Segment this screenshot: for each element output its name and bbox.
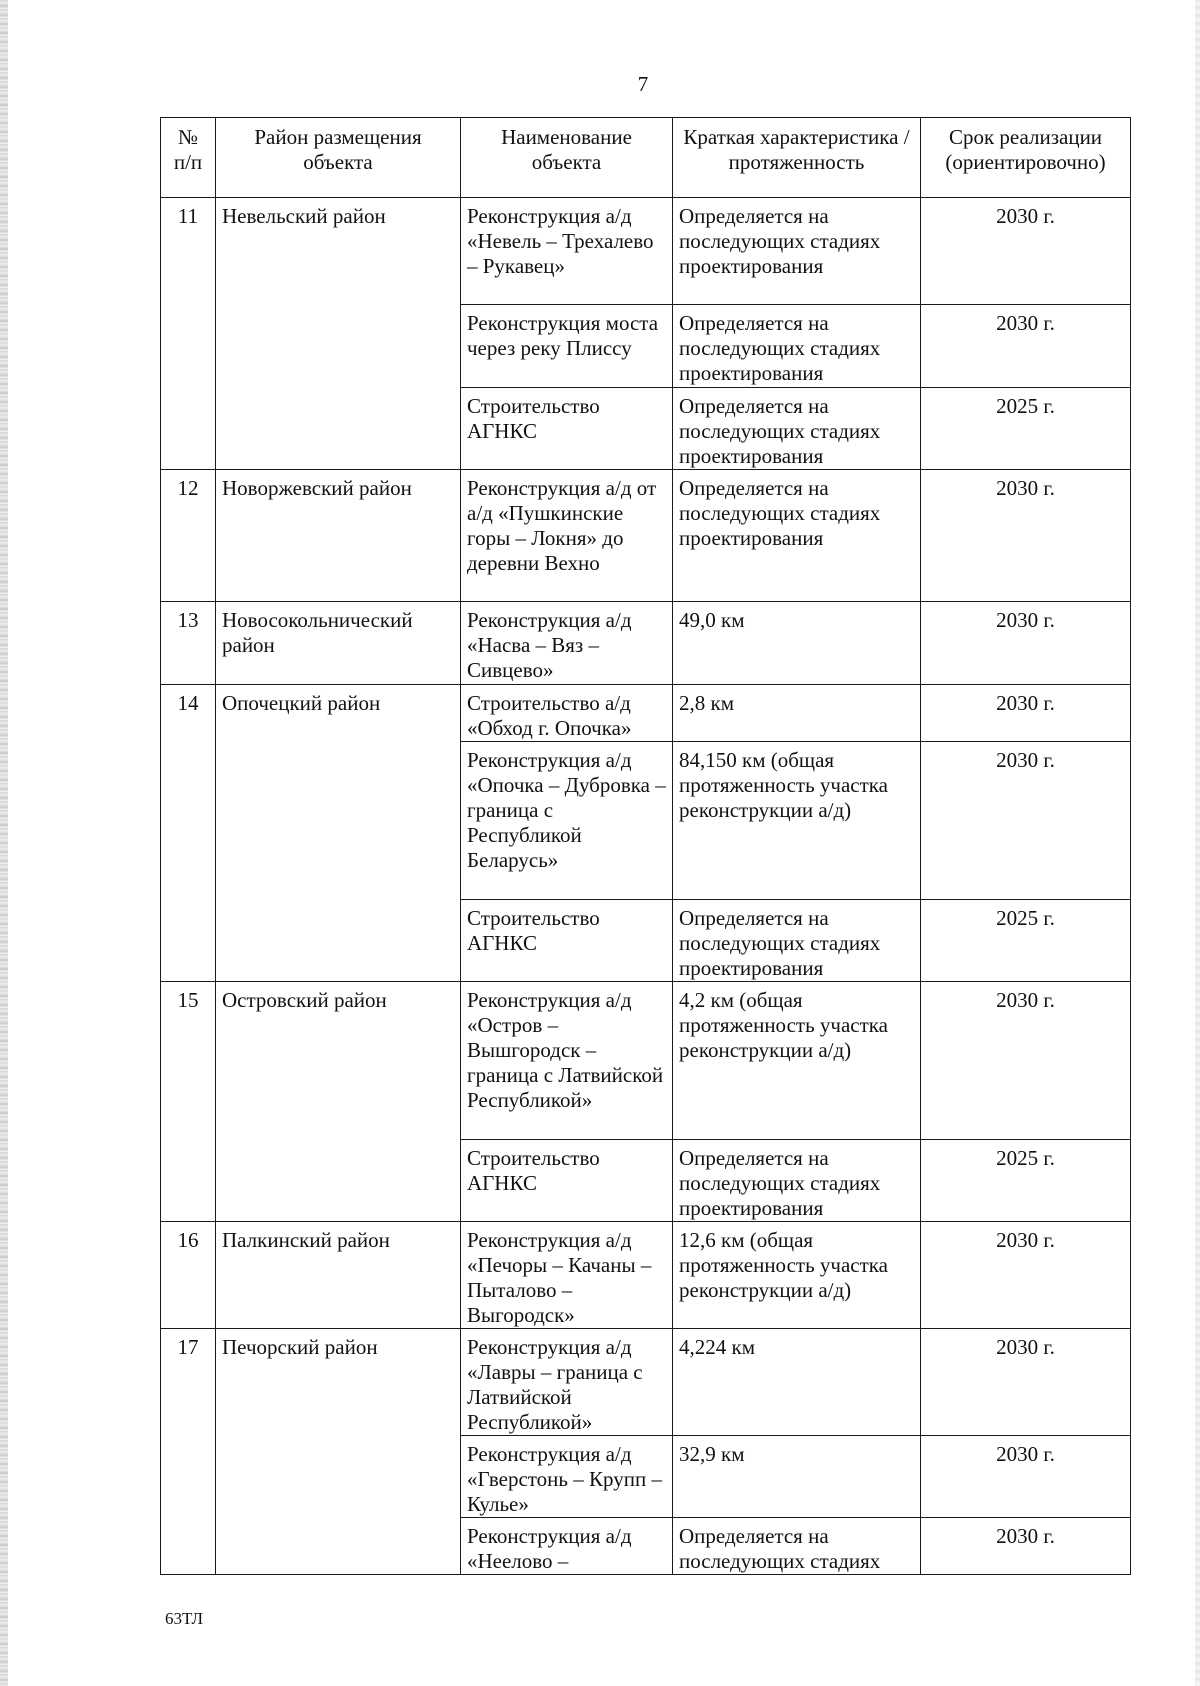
header-name: Наименование объекта [461,118,673,198]
row-district: Палкинский район [216,1222,461,1329]
row-district: Опочецкий район [216,685,461,982]
row-characteristic: Определяется на последующих стадиях проектирования [673,900,921,982]
row-object-name: Строительство а/д «Обход г. Опочка» [461,685,673,742]
row-characteristic: 12,6 км (общая протяженность участка реконструкции а/д) [673,1222,921,1329]
row-number: 16 [161,1222,216,1329]
row-term: 2030 г. [921,742,1131,900]
row-number: 12 [161,470,216,602]
row-characteristic: 84,150 км (общая протяженность участка реконструкции а/д) [673,742,921,900]
row-characteristic: 49,0 км [673,602,921,685]
table-row [161,470,1131,602]
row-characteristic: Определяется на последующих стадиях проектирования [673,198,921,305]
row-term: 2030 г. [921,470,1131,602]
row-object-name: Реконструкция а/д «Гверстонь – Крупп – Кулье» [461,1436,673,1518]
scan-edge-right [1195,0,1200,1686]
table-row [161,1222,1131,1329]
header-district: Район размещения объекта [216,118,461,198]
row-term: 2025 г. [921,388,1131,470]
row-term: 2030 г. [921,198,1131,305]
row-number: 13 [161,602,216,685]
row-term: 2025 г. [921,900,1131,982]
row-term: 2030 г. [921,1436,1131,1518]
row-district: Новосокольнический район [216,602,461,685]
row-object-name: Реконструкция а/д «Остров – Вышгородск – граница с Латвийской Республикой» [461,982,673,1140]
row-district: Невельский район [216,198,461,470]
objects-table [160,117,1131,1575]
row-term: 2030 г. [921,982,1131,1140]
row-term: 2030 г. [921,305,1131,388]
row-number: 15 [161,982,216,1222]
row-number: 11 [161,198,216,470]
row-object-name: Реконструкция а/д «Невель – Трехалево – Рукавец» [461,198,673,305]
header-term: Срок реализации (ориентировочно) [921,118,1131,198]
row-object-name: Реконструкция а/д «Неелово – [461,1518,673,1575]
table-row [161,602,1131,685]
table-row [161,198,1131,305]
row-term: 2030 г. [921,1518,1131,1575]
row-characteristic: 32,9 км [673,1436,921,1518]
row-characteristic: 4,2 км (общая протяженность участка реконструкции а/д) [673,982,921,1140]
row-object-name: Строительство АГНКС [461,388,673,470]
row-term: 2030 г. [921,685,1131,742]
table-row [161,685,1131,742]
row-district: Островский район [216,982,461,1222]
row-object-name: Реконструкция а/д «Насва – Вяз – Сивцево» [461,602,673,685]
row-number: 14 [161,685,216,982]
row-characteristic: Определяется на последующих стадиях проектирования [673,388,921,470]
row-term: 2025 г. [921,1140,1131,1222]
scan-edge-left [0,0,8,1686]
row-object-name: Реконструкция моста через реку Плиссу [461,305,673,388]
page-number: 7 [637,72,649,96]
table-row [161,982,1131,1140]
row-object-name: Строительство АГНКС [461,900,673,982]
footer-document-code: 63ТЛ [165,1609,204,1628]
header-num: № п/п [161,118,216,198]
row-district: Новоржевский район [216,470,461,602]
row-characteristic: 2,8 км [673,685,921,742]
header-characteristic: Краткая характеристика / протяженность [673,118,921,198]
row-characteristic: Определяется на последующих стадиях [673,1518,921,1575]
row-district: Печорский район [216,1329,461,1575]
row-characteristic: 4,224 км [673,1329,921,1436]
row-term: 2030 г. [921,1222,1131,1329]
row-characteristic: Определяется на последующих стадиях проектирования [673,470,921,602]
table-row [161,1329,1131,1436]
row-object-name: Строительство АГНКС [461,1140,673,1222]
table-header-row [161,118,1131,198]
row-number: 17 [161,1329,216,1575]
row-characteristic: Определяется на последующих стадиях проектирования [673,305,921,388]
row-object-name: Реконструкция а/д «Лавры – граница с Латвийской Республикой» [461,1329,673,1436]
row-object-name: Реконструкция а/д «Опочка – Дубровка – граница с Республикой Беларусь» [461,742,673,900]
row-object-name: Реконструкция а/д «Печоры – Качаны – Пыталово – Выгородск» [461,1222,673,1329]
row-object-name: Реконструкция а/д от а/д «Пушкинские горы – Локня» до деревни Вехно [461,470,673,602]
row-term: 2030 г. [921,1329,1131,1436]
row-characteristic: Определяется на последующих стадиях проектирования [673,1140,921,1222]
row-term: 2030 г. [921,602,1131,685]
